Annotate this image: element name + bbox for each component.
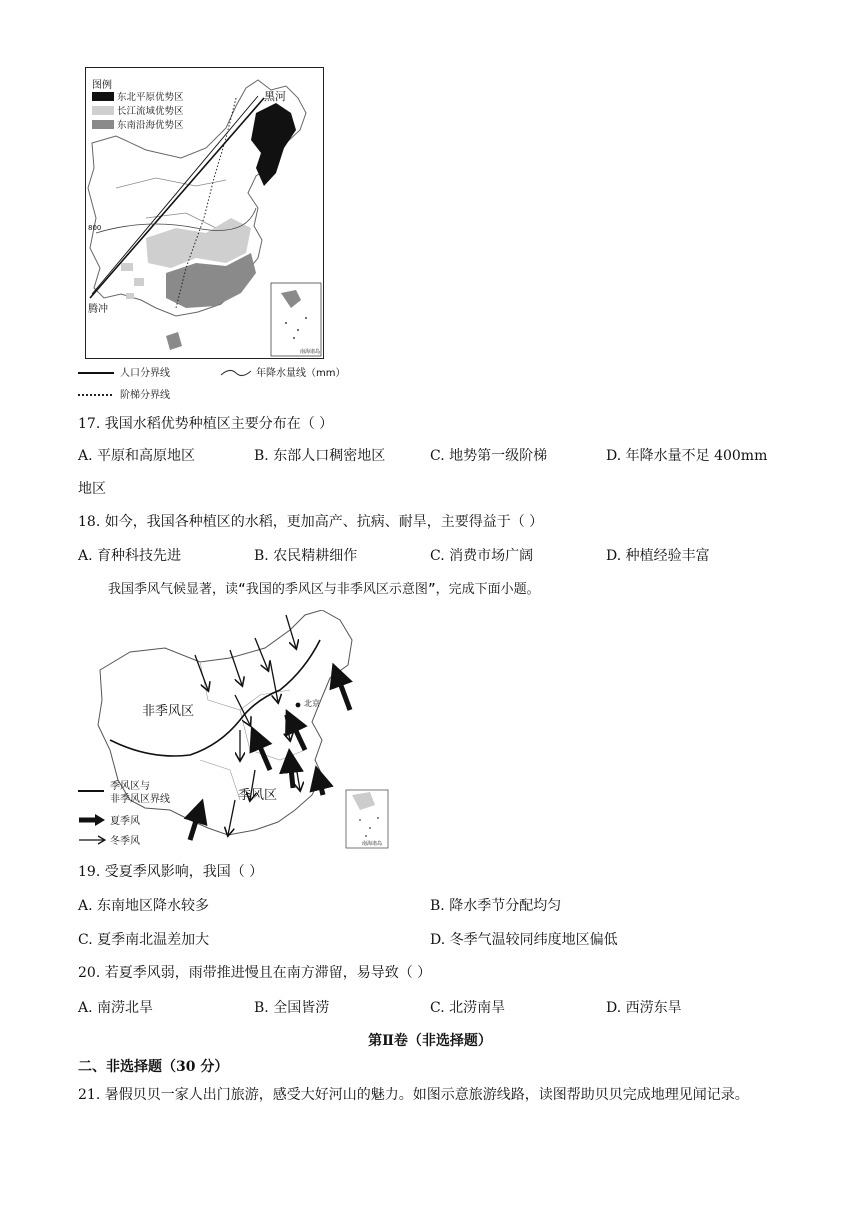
q17-stem: 17. 我国水稻优势种植区主要分布在（ ）	[78, 416, 334, 432]
q18-option-b[interactable]: B. 农民精耕细作	[254, 548, 358, 564]
legend-label-southeast: 东南沿海优势区	[117, 120, 184, 131]
q20-option-b[interactable]: B. 全国皆涝	[254, 1000, 330, 1016]
legend-swatch-southeast	[92, 120, 114, 129]
legend-label-northeast: 东北平原优势区	[117, 92, 184, 103]
q19-option-d[interactable]: D. 冬季气温较同纬度地区偏低	[430, 932, 618, 948]
q21-stem: 21. 暑假贝贝一家人出门旅游，感受大好河山的魅力。如图示意旅游线路，读图帮助贝贝完成地理见闻记录。	[78, 1087, 749, 1103]
section-title: 二、非选择题（30 分）	[78, 1059, 229, 1075]
q17-option-d-wrap: 地区	[78, 481, 106, 497]
q17-option-c[interactable]: C. 地势第一级阶梯	[430, 448, 548, 464]
q17-option-b[interactable]: B. 东部人口稠密地区	[254, 448, 386, 464]
q17-option-d[interactable]: D. 年降水量不足 400mm	[606, 448, 768, 464]
q19-option-a[interactable]: A. 东南地区降水较多	[78, 898, 210, 914]
monsoon-legend	[78, 778, 208, 850]
legend-item-yangtze	[92, 103, 202, 117]
precip-value: 800	[88, 224, 102, 232]
q19-stem: 19. 受夏季风影响，我国（ ）	[78, 864, 264, 880]
inset-label-2: 南海诸岛	[362, 841, 383, 847]
legend-item-northeast	[92, 89, 202, 103]
winter-monsoon-label: 冬季风	[110, 836, 140, 847]
q19-option-c[interactable]: C. 夏季南北温差加大	[78, 932, 210, 948]
population-line-label: 人口分界线	[120, 368, 170, 379]
q18-option-a[interactable]: A. 育种科技先进	[78, 548, 182, 564]
label-monsoon: 季风区	[238, 788, 278, 803]
q18-option-c[interactable]: C. 消费市场广阔	[430, 548, 534, 564]
q17-option-a[interactable]: A. 平原和高原地区	[78, 448, 196, 464]
terrace-line-label: 阶梯分界线	[120, 390, 170, 401]
place-tengchong: 腾冲	[88, 304, 108, 315]
precip-line-label: 年降水量线（mm）	[256, 368, 346, 379]
legend-item-southeast	[92, 117, 202, 131]
rice-map-line-legend	[78, 364, 378, 404]
legend-swatch-yangtze	[92, 106, 114, 115]
boundary-line-symbol	[78, 790, 104, 792]
rice-region-map	[85, 67, 324, 359]
rice-map-legend	[92, 76, 202, 131]
volume-title: 第Ⅱ卷（非选择题）	[368, 1033, 492, 1049]
legend-label-yangtze: 长江流域优势区	[117, 106, 184, 117]
q19-option-b[interactable]: B. 降水季节分配均匀	[430, 898, 562, 914]
summer-monsoon-symbol	[78, 814, 106, 826]
q20-option-a[interactable]: A. 南涝北旱	[78, 1000, 154, 1016]
population-line-symbol	[78, 372, 114, 374]
precip-line-symbol	[220, 367, 252, 379]
place-heihe: 黑河	[264, 90, 286, 103]
legend-swatch-northeast	[92, 92, 114, 101]
inset-label-1: 南海诸岛	[300, 349, 321, 355]
boundary-line-label: 季风区与 非季风区界线	[110, 781, 170, 805]
q18-stem: 18. 如今，我国各种植区的水稻，更加高产、抗病、耐旱，主要得益于（ ）	[78, 514, 544, 530]
summer-monsoon-label: 夏季风	[110, 816, 140, 827]
q20-option-c[interactable]: C. 北涝南旱	[430, 1000, 506, 1016]
label-non-monsoon: 非季风区	[142, 704, 195, 719]
legend-title: 图例	[92, 80, 112, 91]
monsoon-intro: 我国季风气候显著，读“我国的季风区与非季风区示意图”，完成下面小题。	[108, 582, 540, 597]
label-beijing: 北京	[304, 699, 320, 708]
winter-monsoon-symbol	[78, 834, 106, 846]
q18-option-d[interactable]: D. 种植经验丰富	[606, 548, 710, 564]
terrace-line-symbol	[78, 394, 112, 396]
q20-stem: 20. 若夏季风弱，雨带推进慢且在南方滞留，易导致（ ）	[78, 965, 432, 981]
q20-option-d[interactable]: D. 西涝东旱	[606, 1000, 682, 1016]
